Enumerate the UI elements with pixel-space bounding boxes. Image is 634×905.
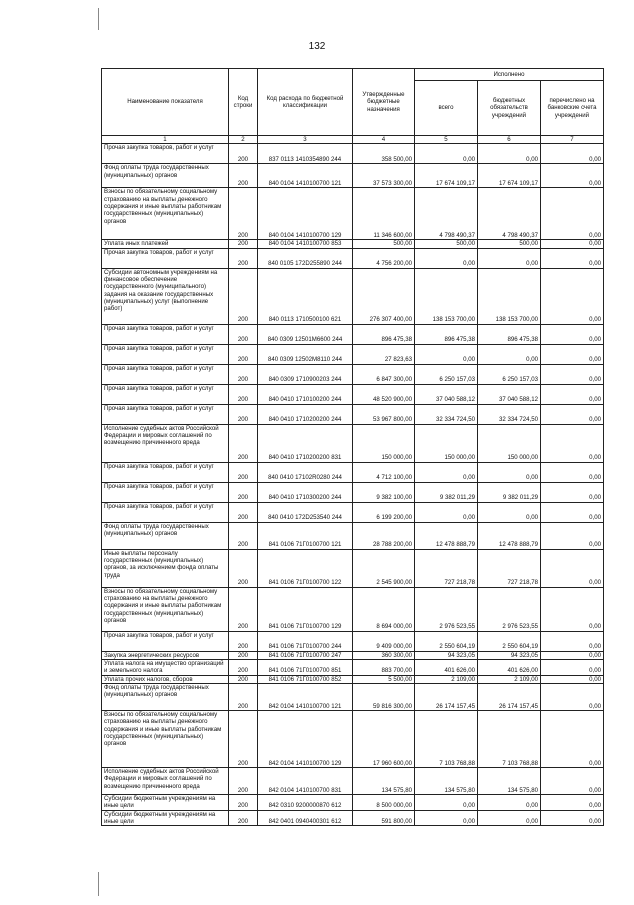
- cell-transferred: 0,00: [541, 651, 604, 659]
- cell-approved: 360 300,00: [353, 651, 415, 659]
- cell-transferred: 0,00: [541, 710, 604, 767]
- cell-classification: 842 0401 0940400301 612: [258, 810, 353, 826]
- table-row: [102, 268, 604, 324]
- header-approved: Утвержденные бюджетные назначения: [353, 69, 415, 136]
- cell-name: Прочая закупка товаров, работ и услуг: [102, 364, 229, 384]
- cell-name: Взносы по обязательному социальному страхованию на выплаты денежного содержания и иные выплаты работникам государственных (муниципальных) органов: [102, 587, 229, 631]
- table-row: [102, 794, 604, 810]
- cell-transferred: 0,00: [541, 164, 604, 188]
- cell-code: 200: [229, 502, 258, 522]
- cell-transferred: 0,00: [541, 324, 604, 344]
- cell-classification: 842 0104 1410100700 831: [258, 767, 353, 794]
- cell-total: 0,00: [415, 248, 478, 268]
- cell-approved: 48 520 900,00: [353, 384, 415, 404]
- scan-mark-bottom: [98, 872, 99, 896]
- scan-mark-top: [98, 8, 99, 30]
- cell-code: 200: [229, 384, 258, 404]
- cell-obligations: 727 218,78: [478, 549, 541, 587]
- cell-approved: 27 823,63: [353, 344, 415, 364]
- cell-name: Уплата прочих налогов, сборов: [102, 675, 229, 683]
- cell-total: 9 382 011,29: [415, 482, 478, 502]
- table-row: [102, 631, 604, 651]
- cell-transferred: 0,00: [541, 424, 604, 462]
- cell-code: 200: [229, 659, 258, 675]
- cell-name: Взносы по обязательному социальному страхованию на выплаты денежного содержания и иные выплаты работникам государственных (муниципальных) органов: [102, 710, 229, 767]
- cell-total: 32 334 724,50: [415, 404, 478, 424]
- cell-transferred: 0,00: [541, 522, 604, 549]
- cell-total: 26 174 157,45: [415, 683, 478, 710]
- cell-code: 200: [229, 424, 258, 462]
- cell-name: Прочая закупка товаров, работ и услуг: [102, 344, 229, 364]
- cell-obligations: 17 674 109,17: [478, 164, 541, 188]
- table-row: [102, 810, 604, 826]
- cell-obligations: 0,00: [478, 144, 541, 164]
- cell-code: 200: [229, 522, 258, 549]
- cell-transferred: 0,00: [541, 482, 604, 502]
- cell-obligations: 7 103 768,88: [478, 710, 541, 767]
- cell-obligations: 500,00: [478, 240, 541, 248]
- cell-total: 727 218,78: [415, 549, 478, 587]
- column-number: 2: [229, 136, 258, 144]
- cell-approved: 9 382 100,00: [353, 482, 415, 502]
- cell-approved: 883 700,00: [353, 659, 415, 675]
- cell-classification: 837 0113 1410354890 244: [258, 144, 353, 164]
- cell-total: 0,00: [415, 794, 478, 810]
- cell-approved: 591 800,00: [353, 810, 415, 826]
- cell-classification: 840 0104 1410100700 853: [258, 240, 353, 248]
- cell-classification: 840 0410 1710200200 831: [258, 424, 353, 462]
- cell-code: 200: [229, 767, 258, 794]
- cell-total: 0,00: [415, 810, 478, 826]
- cell-name: Субсидии бюджетным учреждениям на иные цели: [102, 810, 229, 826]
- cell-total: 2 976 523,55: [415, 587, 478, 631]
- cell-total: 0,00: [415, 144, 478, 164]
- cell-code: 200: [229, 651, 258, 659]
- cell-name: Закупка энергетических ресурсов: [102, 651, 229, 659]
- cell-obligations: 0,00: [478, 810, 541, 826]
- cell-transferred: 0,00: [541, 384, 604, 404]
- column-number: 7: [541, 136, 604, 144]
- table-row: [102, 710, 604, 767]
- table-row: [102, 683, 604, 710]
- cell-total: 0,00: [415, 502, 478, 522]
- cell-obligations: 401 626,00: [478, 659, 541, 675]
- cell-total: 138 153 700,00: [415, 268, 478, 324]
- cell-total: 4 798 490,37: [415, 188, 478, 240]
- cell-total: 0,00: [415, 462, 478, 482]
- table-row: [102, 240, 604, 248]
- cell-code: 200: [229, 810, 258, 826]
- cell-name: Иные выплаты персоналу государственных (муниципальных) органов, за исключением фонда оплаты труда: [102, 549, 229, 587]
- cell-approved: 37 573 300,00: [353, 164, 415, 188]
- cell-classification: 841 0106 71Г0100700 851: [258, 659, 353, 675]
- cell-approved: 59 816 300,00: [353, 683, 415, 710]
- table-row: [102, 424, 604, 462]
- cell-name: Исполнение судебных актов Российской Федерации и мировых соглашений по возмещению причиненного вреда: [102, 767, 229, 794]
- cell-transferred: 0,00: [541, 268, 604, 324]
- table-row: [102, 462, 604, 482]
- table-row: [102, 482, 604, 502]
- cell-name: Прочая закупка товаров, работ и услуг: [102, 384, 229, 404]
- cell-transferred: 0,00: [541, 675, 604, 683]
- cell-code: 200: [229, 794, 258, 810]
- cell-classification: 840 0410 1710300200 244: [258, 482, 353, 502]
- cell-obligations: 138 153 700,00: [478, 268, 541, 324]
- cell-approved: 8 694 000,00: [353, 587, 415, 631]
- header-obligations: бюджетных обязательств учреждений: [478, 81, 541, 136]
- cell-classification: 840 0410 17102R0280 244: [258, 462, 353, 482]
- cell-name: Фонд оплаты труда государственных (муниципальных) органов: [102, 683, 229, 710]
- cell-name: Уплата налога на имущество организаций и земельного налога: [102, 659, 229, 675]
- table-row: [102, 549, 604, 587]
- cell-total: 134 575,80: [415, 767, 478, 794]
- cell-approved: 358 500,00: [353, 144, 415, 164]
- cell-total: 2 109,00: [415, 675, 478, 683]
- cell-name: Прочая закупка товаров, работ и услуг: [102, 462, 229, 482]
- cell-approved: 17 960 600,00: [353, 710, 415, 767]
- table-row: [102, 364, 604, 384]
- cell-total: 150 000,00: [415, 424, 478, 462]
- cell-code: 200: [229, 683, 258, 710]
- cell-classification: 840 0309 1710900203 244: [258, 364, 353, 384]
- cell-code: 200: [229, 482, 258, 502]
- cell-name: Фонд оплаты труда государственных (муниципальных) органов: [102, 522, 229, 549]
- cell-name: Уплата иных платежей: [102, 240, 229, 248]
- header-code: Код строки: [229, 69, 258, 136]
- cell-transferred: 0,00: [541, 549, 604, 587]
- cell-approved: 8 500 000,00: [353, 794, 415, 810]
- cell-total: 7 103 768,88: [415, 710, 478, 767]
- table-row: [102, 651, 604, 659]
- cell-code: 200: [229, 549, 258, 587]
- cell-transferred: 0,00: [541, 188, 604, 240]
- cell-obligations: 0,00: [478, 344, 541, 364]
- cell-transferred: 0,00: [541, 364, 604, 384]
- cell-name: Прочая закупка товаров, работ и услуг: [102, 324, 229, 344]
- cell-transferred: 0,00: [541, 683, 604, 710]
- cell-total: 17 674 109,17: [415, 164, 478, 188]
- cell-obligations: 134 575,80: [478, 767, 541, 794]
- cell-classification: 841 0106 71Г0100700 247: [258, 651, 353, 659]
- cell-approved: 5 500,00: [353, 675, 415, 683]
- cell-total: 94 323,05: [415, 651, 478, 659]
- cell-transferred: 0,00: [541, 794, 604, 810]
- cell-approved: 134 575,80: [353, 767, 415, 794]
- table-row: [102, 248, 604, 268]
- cell-obligations: 9 382 011,29: [478, 482, 541, 502]
- cell-approved: 28 788 200,00: [353, 522, 415, 549]
- cell-total: 896 475,38: [415, 324, 478, 344]
- cell-transferred: 0,00: [541, 462, 604, 482]
- page-number: 132: [308, 41, 326, 52]
- cell-code: 200: [229, 324, 258, 344]
- cell-code: 200: [229, 404, 258, 424]
- cell-transferred: 0,00: [541, 659, 604, 675]
- cell-classification: 840 0105 172D255890 244: [258, 248, 353, 268]
- cell-classification: 841 0106 71Г0100700 121: [258, 522, 353, 549]
- table-row: [102, 587, 604, 631]
- cell-code: 200: [229, 240, 258, 248]
- cell-obligations: 896 475,38: [478, 324, 541, 344]
- cell-total: 6 250 157,03: [415, 364, 478, 384]
- cell-name: Прочая закупка товаров, работ и услуг: [102, 482, 229, 502]
- cell-classification: 841 0106 71Г0100700 122: [258, 549, 353, 587]
- table-row: [102, 522, 604, 549]
- cell-code: 200: [229, 587, 258, 631]
- column-number: 5: [415, 136, 478, 144]
- cell-transferred: 0,00: [541, 248, 604, 268]
- column-number: 6: [478, 136, 541, 144]
- cell-classification: 840 0410 1710100200 244: [258, 384, 353, 404]
- table-row: [102, 188, 604, 240]
- table-row: [102, 344, 604, 364]
- table-row: [102, 659, 604, 675]
- budget-execution-table: [101, 68, 604, 826]
- cell-classification: 841 0106 71Г0100700 852: [258, 675, 353, 683]
- cell-transferred: 0,00: [541, 144, 604, 164]
- table-row: [102, 675, 604, 683]
- header-executed: Исполнено: [415, 69, 604, 81]
- cell-obligations: 12 478 888,79: [478, 522, 541, 549]
- cell-code: 200: [229, 164, 258, 188]
- cell-classification: 842 0310 9200000870 612: [258, 794, 353, 810]
- cell-transferred: 0,00: [541, 502, 604, 522]
- cell-name: Субсидии бюджетным учреждениям на иные цели: [102, 794, 229, 810]
- cell-code: 200: [229, 364, 258, 384]
- cell-obligations: 94 323,05: [478, 651, 541, 659]
- cell-obligations: 26 174 157,45: [478, 683, 541, 710]
- cell-obligations: 32 334 724,50: [478, 404, 541, 424]
- cell-name: Субсидии автономным учреждениям на финансовое обеспечение государственного (муниципального) задания на оказание государственных (муниципальных) услуг (выполнение работ): [102, 268, 229, 324]
- table-body: [102, 144, 604, 826]
- cell-total: 12 478 888,79: [415, 522, 478, 549]
- cell-name: Прочая закупка товаров, работ и услуг: [102, 502, 229, 522]
- cell-approved: 276 307 400,00: [353, 268, 415, 324]
- cell-code: 200: [229, 675, 258, 683]
- header-classification: Код расхода по бюджетной классификации: [258, 69, 353, 136]
- cell-classification: 840 0104 1410100700 129: [258, 188, 353, 240]
- cell-classification: 841 0106 71Г0100700 129: [258, 587, 353, 631]
- cell-classification: 840 0410 1710200200 244: [258, 404, 353, 424]
- cell-total: 2 550 604,19: [415, 631, 478, 651]
- column-number: 4: [353, 136, 415, 144]
- cell-name: Взносы по обязательному социальному страхованию на выплаты денежного содержания и иные выплаты работникам государственных (муниципальных) органов: [102, 188, 229, 240]
- cell-transferred: 0,00: [541, 344, 604, 364]
- table-row: [102, 502, 604, 522]
- cell-code: 200: [229, 462, 258, 482]
- cell-classification: 840 0309 12502M8110 244: [258, 344, 353, 364]
- cell-total: 401 626,00: [415, 659, 478, 675]
- cell-transferred: 0,00: [541, 767, 604, 794]
- cell-transferred: 0,00: [541, 240, 604, 248]
- cell-approved: 896 475,38: [353, 324, 415, 344]
- cell-classification: 840 0410 172D253540 244: [258, 502, 353, 522]
- cell-name: Исполнение судебных актов Российской Федерации и мировых соглашений по возмещению причиненного вреда: [102, 424, 229, 462]
- cell-obligations: 2 109,00: [478, 675, 541, 683]
- cell-classification: 842 0104 1410100700 121: [258, 683, 353, 710]
- cell-obligations: 0,00: [478, 462, 541, 482]
- cell-name: Прочая закупка товаров, работ и услуг: [102, 248, 229, 268]
- cell-approved: 2 545 900,00: [353, 549, 415, 587]
- header-total: всего: [415, 81, 478, 136]
- cell-name: Прочая закупка товаров, работ и услуг: [102, 631, 229, 651]
- cell-code: 200: [229, 631, 258, 651]
- cell-transferred: 0,00: [541, 404, 604, 424]
- cell-classification: 840 0113 1710500100 621: [258, 268, 353, 324]
- cell-code: 200: [229, 188, 258, 240]
- cell-approved: 6 847 300,00: [353, 364, 415, 384]
- cell-code: 200: [229, 344, 258, 364]
- cell-obligations: 2 976 523,55: [478, 587, 541, 631]
- table-row: [102, 144, 604, 164]
- table-row: [102, 324, 604, 344]
- cell-approved: 53 967 800,00: [353, 404, 415, 424]
- header-transferred: перечислено на банковские счета учреждений: [541, 81, 604, 136]
- cell-classification: 841 0106 71Г0100700 244: [258, 631, 353, 651]
- cell-approved: 6 199 200,00: [353, 502, 415, 522]
- cell-name: Прочая закупка товаров, работ и услуг: [102, 404, 229, 424]
- cell-approved: 4 756 200,00: [353, 248, 415, 268]
- cell-obligations: 150 000,00: [478, 424, 541, 462]
- cell-total: 37 040 588,12: [415, 384, 478, 404]
- column-number: 3: [258, 136, 353, 144]
- cell-total: 0,00: [415, 344, 478, 364]
- cell-approved: 150 000,00: [353, 424, 415, 462]
- cell-approved: 500,00: [353, 240, 415, 248]
- cell-name: Фонд оплаты труда государственных (муниципальных) органов: [102, 164, 229, 188]
- cell-transferred: 0,00: [541, 631, 604, 651]
- column-number: 1: [102, 136, 229, 144]
- table-row: [102, 384, 604, 404]
- cell-obligations: 37 040 588,12: [478, 384, 541, 404]
- cell-transferred: 0,00: [541, 810, 604, 826]
- cell-obligations: 2 550 604,19: [478, 631, 541, 651]
- cell-obligations: 0,00: [478, 794, 541, 810]
- cell-transferred: 0,00: [541, 587, 604, 631]
- cell-obligations: 6 250 157,03: [478, 364, 541, 384]
- cell-code: 200: [229, 268, 258, 324]
- cell-name: Прочая закупка товаров, работ и услуг: [102, 144, 229, 164]
- cell-code: 200: [229, 710, 258, 767]
- cell-obligations: 4 798 490,37: [478, 188, 541, 240]
- cell-obligations: 0,00: [478, 502, 541, 522]
- header-name: Наименование показателя: [102, 69, 229, 136]
- cell-approved: 9 409 000,00: [353, 631, 415, 651]
- table-row: [102, 404, 604, 424]
- table-row: [102, 164, 604, 188]
- cell-classification: 840 0309 12501M6600 244: [258, 324, 353, 344]
- cell-obligations: 0,00: [478, 248, 541, 268]
- table-row: [102, 767, 604, 794]
- cell-code: 200: [229, 144, 258, 164]
- cell-classification: 840 0104 1410100700 121: [258, 164, 353, 188]
- cell-classification: 842 0104 1410100700 129: [258, 710, 353, 767]
- cell-code: 200: [229, 248, 258, 268]
- cell-total: 500,00: [415, 240, 478, 248]
- cell-approved: 4 712 100,00: [353, 462, 415, 482]
- cell-approved: 11 346 600,00: [353, 188, 415, 240]
